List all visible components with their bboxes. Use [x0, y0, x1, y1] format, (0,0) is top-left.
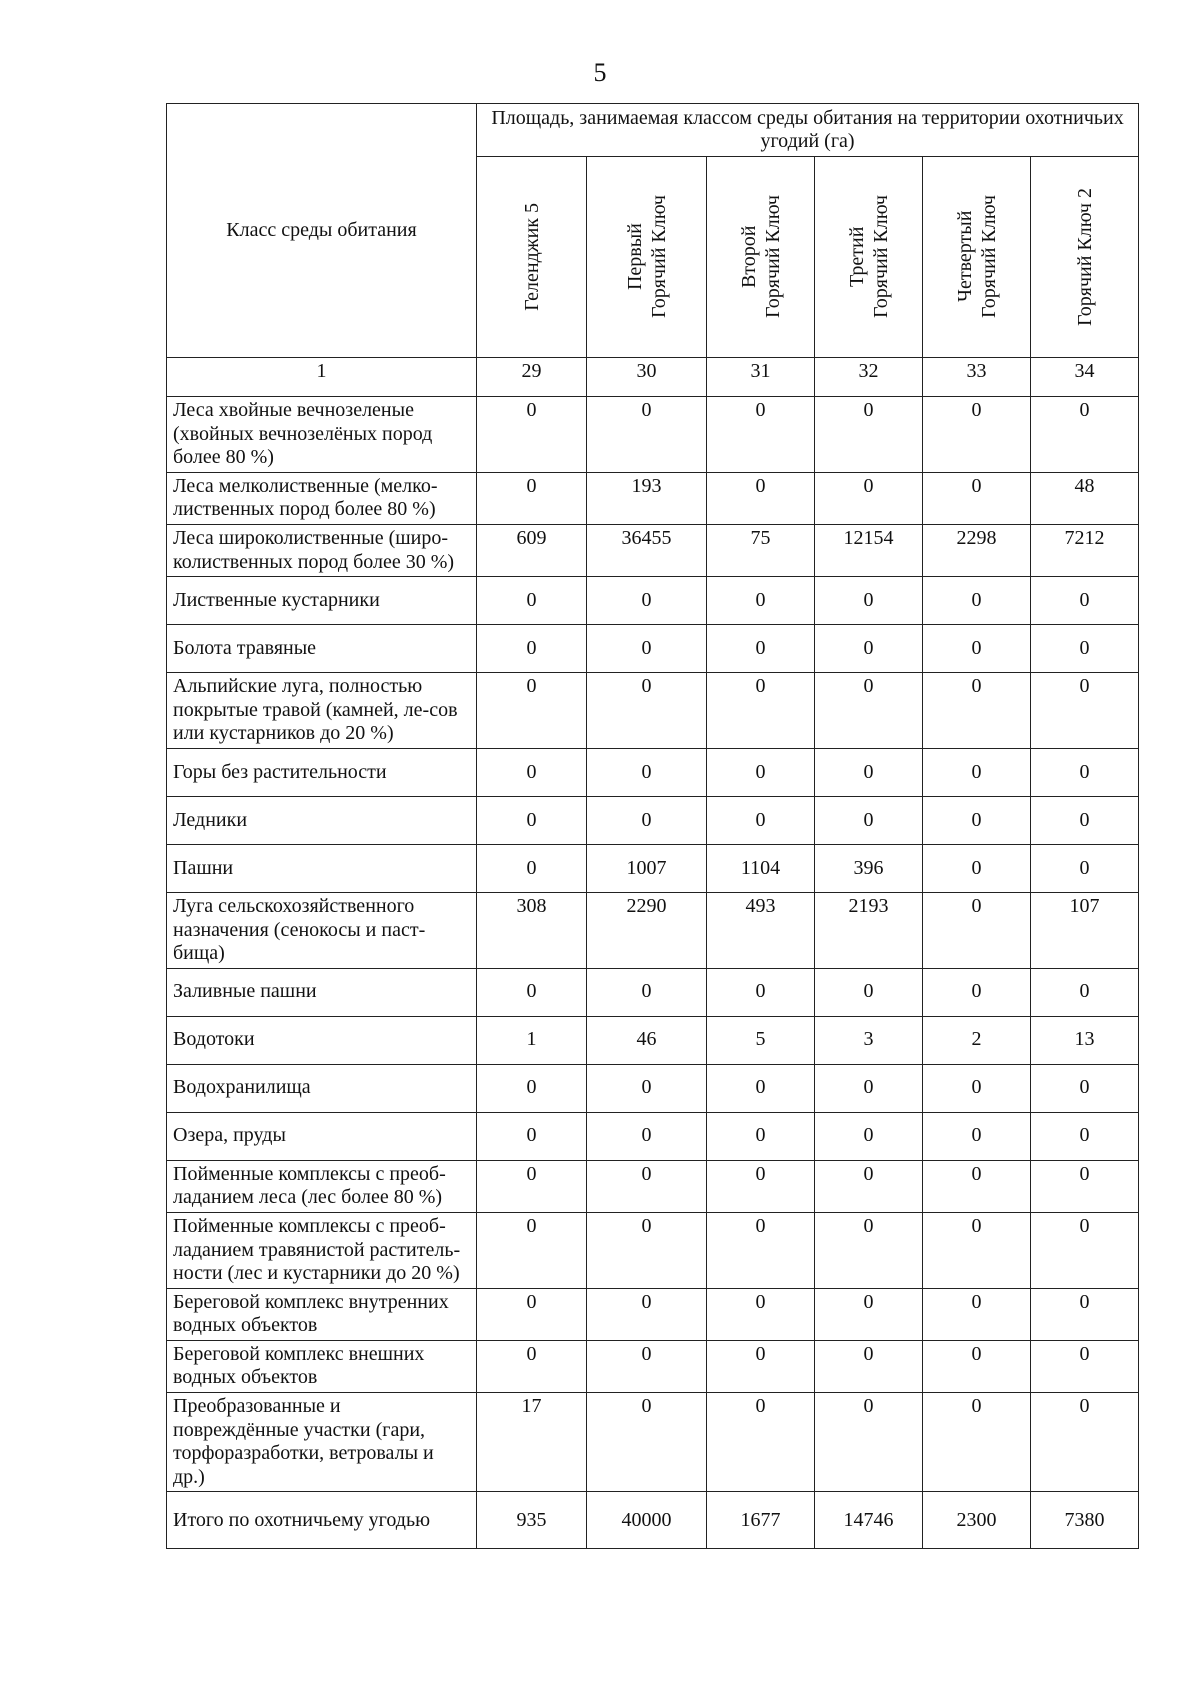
area-value: 1 — [477, 1016, 587, 1064]
area-value: 0 — [1031, 796, 1139, 844]
table-row — [167, 625, 1139, 673]
column-number: 34 — [1031, 358, 1139, 397]
table-row — [167, 1393, 1139, 1492]
header-column — [587, 157, 707, 358]
area-value: 0 — [815, 1393, 923, 1492]
header-habitat-class: Класс среды обитания — [167, 104, 477, 358]
area-value: 0 — [1031, 1340, 1139, 1392]
area-value: 0 — [707, 397, 815, 473]
table-row — [167, 673, 1139, 749]
area-value: 0 — [477, 968, 587, 1016]
habitat-class-name: Горы без растительности — [167, 748, 477, 796]
table-row — [167, 1212, 1139, 1288]
page-number: 5 — [593, 58, 607, 87]
table-row — [167, 472, 1139, 524]
area-value: 2193 — [815, 892, 923, 968]
column-title: Первый Горячий Ключ — [623, 195, 670, 319]
area-value: 0 — [587, 625, 707, 673]
area-value: 36455 — [587, 524, 707, 576]
area-value: 0 — [815, 796, 923, 844]
area-value: 2290 — [587, 892, 707, 968]
area-value: 0 — [815, 625, 923, 673]
table-row — [167, 796, 1139, 844]
column-number: 33 — [923, 358, 1031, 397]
area-value: 609 — [477, 524, 587, 576]
area-value: 0 — [923, 1393, 1031, 1492]
area-value: 0 — [707, 1064, 815, 1112]
total-value: 40000 — [587, 1492, 707, 1549]
area-value: 308 — [477, 892, 587, 968]
table-row — [167, 397, 1139, 473]
area-value: 2298 — [923, 524, 1031, 576]
area-value: 0 — [815, 1064, 923, 1112]
area-value: 0 — [1031, 968, 1139, 1016]
area-value: 0 — [815, 1160, 923, 1212]
area-value: 0 — [587, 968, 707, 1016]
area-value: 0 — [587, 1340, 707, 1392]
column-title: Геленджик 5 — [520, 203, 543, 311]
table-row — [167, 577, 1139, 625]
habitat-class-name: Леса широколиственные (широ-колиственных пород более 30 %) — [167, 524, 477, 576]
table-row — [167, 1340, 1139, 1392]
area-value: 0 — [477, 397, 587, 473]
table-row — [167, 1064, 1139, 1112]
header-column — [1031, 157, 1139, 358]
table-row — [167, 844, 1139, 892]
area-value: 0 — [1031, 1160, 1139, 1212]
total-value: 2300 — [923, 1492, 1031, 1549]
area-value: 0 — [815, 748, 923, 796]
area-value: 0 — [707, 1340, 815, 1392]
header-column — [707, 157, 815, 358]
area-value: 0 — [923, 748, 1031, 796]
area-value: 0 — [707, 1288, 815, 1340]
area-value: 0 — [1031, 577, 1139, 625]
area-value: 0 — [1031, 1288, 1139, 1340]
total-label: Итого по охотничьему угодью — [167, 1492, 477, 1549]
area-value: 0 — [1031, 397, 1139, 473]
column-number: 1 — [167, 358, 477, 397]
area-value: 0 — [923, 472, 1031, 524]
area-value: 0 — [707, 748, 815, 796]
area-value: 46 — [587, 1016, 707, 1064]
table-row — [167, 1160, 1139, 1212]
habitat-class-name: Ледники — [167, 796, 477, 844]
table-row — [167, 1112, 1139, 1160]
habitat-class-name: Водохранилища — [167, 1064, 477, 1112]
area-value: 0 — [707, 577, 815, 625]
habitat-class-name: Пойменные комплексы с преоб-ладанием леса (лес более 80 %) — [167, 1160, 477, 1212]
area-value: 0 — [1031, 1112, 1139, 1160]
area-value: 0 — [815, 1288, 923, 1340]
area-value: 0 — [707, 1112, 815, 1160]
habitat-class-name: Луга сельскохозяйственного назначения (сенокосы и паст-бища) — [167, 892, 477, 968]
habitat-class-name: Альпийские луга, полностью покрытые травой (камней, ле-сов или кустарников до 20 %) — [167, 673, 477, 749]
area-value: 0 — [477, 796, 587, 844]
area-value: 1104 — [707, 844, 815, 892]
area-value: 193 — [587, 472, 707, 524]
area-value: 493 — [707, 892, 815, 968]
table-row — [167, 1288, 1139, 1340]
area-value: 0 — [1031, 1064, 1139, 1112]
area-value: 0 — [477, 1112, 587, 1160]
habitat-class-name: Преобразованные и повреждённые участки (гари, торфоразработки, ветровалы и др.) — [167, 1393, 477, 1492]
area-value: 0 — [477, 577, 587, 625]
area-value: 0 — [923, 673, 1031, 749]
area-value: 0 — [815, 472, 923, 524]
habitat-class-name: Заливные пашни — [167, 968, 477, 1016]
area-value: 75 — [707, 524, 815, 576]
area-value: 0 — [477, 673, 587, 749]
column-number: 29 — [477, 358, 587, 397]
area-value: 0 — [923, 1340, 1031, 1392]
area-value: 2 — [923, 1016, 1031, 1064]
habitat-class-name: Болота травяные — [167, 625, 477, 673]
area-value: 0 — [815, 1112, 923, 1160]
habitat-area-table — [166, 103, 1139, 1549]
area-value: 0 — [707, 796, 815, 844]
area-value: 0 — [477, 1064, 587, 1112]
area-value: 0 — [1031, 844, 1139, 892]
area-value: 0 — [707, 472, 815, 524]
area-value: 0 — [707, 1212, 815, 1288]
area-value: 3 — [815, 1016, 923, 1064]
area-value: 0 — [923, 625, 1031, 673]
habitat-class-name: Лиственные кустарники — [167, 577, 477, 625]
area-value: 0 — [815, 577, 923, 625]
area-value: 0 — [1031, 625, 1139, 673]
area-value: 0 — [587, 1288, 707, 1340]
total-value: 1677 — [707, 1492, 815, 1549]
column-title: Третий Горячий Ключ — [845, 195, 892, 319]
area-value: 5 — [707, 1016, 815, 1064]
area-value: 0 — [1031, 748, 1139, 796]
total-value: 14746 — [815, 1492, 923, 1549]
area-value: 0 — [587, 673, 707, 749]
column-title: Второй Горячий Ключ — [737, 195, 784, 319]
area-value: 0 — [923, 1160, 1031, 1212]
area-value: 0 — [707, 1393, 815, 1492]
area-value: 0 — [587, 1212, 707, 1288]
area-value: 7212 — [1031, 524, 1139, 576]
table-row — [167, 892, 1139, 968]
habitat-class-name: Береговой комплекс внешних водных объектов — [167, 1340, 477, 1392]
area-value: 0 — [477, 1288, 587, 1340]
area-value: 0 — [477, 472, 587, 524]
area-value: 0 — [477, 1340, 587, 1392]
column-title: Четвертый Горячий Ключ — [953, 195, 1000, 319]
area-value: 0 — [477, 844, 587, 892]
area-value: 17 — [477, 1393, 587, 1492]
area-value: 0 — [923, 1212, 1031, 1288]
table-row — [167, 748, 1139, 796]
area-value: 0 — [923, 1288, 1031, 1340]
area-value: 0 — [1031, 1393, 1139, 1492]
column-number: 32 — [815, 358, 923, 397]
header-area-group: Площадь, занимаемая классом среды обитания на территории охотничьих угодий (га) — [477, 104, 1139, 157]
column-number-row — [167, 358, 1139, 397]
area-value: 0 — [923, 577, 1031, 625]
area-value: 0 — [587, 796, 707, 844]
header-column — [477, 157, 587, 358]
total-row — [167, 1492, 1139, 1549]
area-value: 0 — [587, 1160, 707, 1212]
area-value: 0 — [815, 1212, 923, 1288]
habitat-class-name: Береговой комплекс внутренних водных объектов — [167, 1288, 477, 1340]
area-value: 107 — [1031, 892, 1139, 968]
area-value: 0 — [587, 748, 707, 796]
column-title: Горячий Ключ 2 — [1073, 187, 1096, 327]
area-value: 0 — [477, 748, 587, 796]
area-value: 0 — [923, 844, 1031, 892]
habitat-class-name: Леса мелколиственные (мелко-лиственных пород более 80 %) — [167, 472, 477, 524]
area-value: 0 — [477, 625, 587, 673]
habitat-class-name: Пашни — [167, 844, 477, 892]
habitat-class-name: Леса хвойные вечнозеленые (хвойных вечнозелёных пород более 80 %) — [167, 397, 477, 473]
area-value: 1007 — [587, 844, 707, 892]
area-value: 396 — [815, 844, 923, 892]
total-value: 935 — [477, 1492, 587, 1549]
area-value: 0 — [707, 1160, 815, 1212]
area-value: 0 — [815, 673, 923, 749]
area-value: 0 — [923, 968, 1031, 1016]
column-number: 30 — [587, 358, 707, 397]
column-number: 31 — [707, 358, 815, 397]
area-value: 13 — [1031, 1016, 1139, 1064]
area-value: 0 — [1031, 1212, 1139, 1288]
habitat-class-name: Водотоки — [167, 1016, 477, 1064]
table-row — [167, 1016, 1139, 1064]
area-value: 0 — [923, 1064, 1031, 1112]
area-value: 48 — [1031, 472, 1139, 524]
area-value: 0 — [587, 397, 707, 473]
area-value: 0 — [923, 796, 1031, 844]
area-value: 0 — [587, 1064, 707, 1112]
area-value: 0 — [815, 968, 923, 1016]
header-column — [923, 157, 1031, 358]
habitat-class-name: Озера, пруды — [167, 1112, 477, 1160]
area-value: 0 — [923, 397, 1031, 473]
area-value: 0 — [587, 1393, 707, 1492]
header-column — [815, 157, 923, 358]
area-value: 0 — [923, 892, 1031, 968]
habitat-class-name: Пойменные комплексы с преоб-ладанием травянистой раститель-ности (лес и кустарники до 20 %) — [167, 1212, 477, 1288]
area-value: 0 — [587, 577, 707, 625]
area-value: 12154 — [815, 524, 923, 576]
area-value: 0 — [815, 397, 923, 473]
table-row — [167, 524, 1139, 576]
area-value: 0 — [587, 1112, 707, 1160]
table-row — [167, 968, 1139, 1016]
area-value: 0 — [815, 1340, 923, 1392]
area-value: 0 — [707, 625, 815, 673]
area-value: 0 — [707, 968, 815, 1016]
total-value: 7380 — [1031, 1492, 1139, 1549]
area-value: 0 — [1031, 673, 1139, 749]
area-value: 0 — [477, 1160, 587, 1212]
area-value: 0 — [477, 1212, 587, 1288]
area-value: 0 — [707, 673, 815, 749]
area-value: 0 — [923, 1112, 1031, 1160]
